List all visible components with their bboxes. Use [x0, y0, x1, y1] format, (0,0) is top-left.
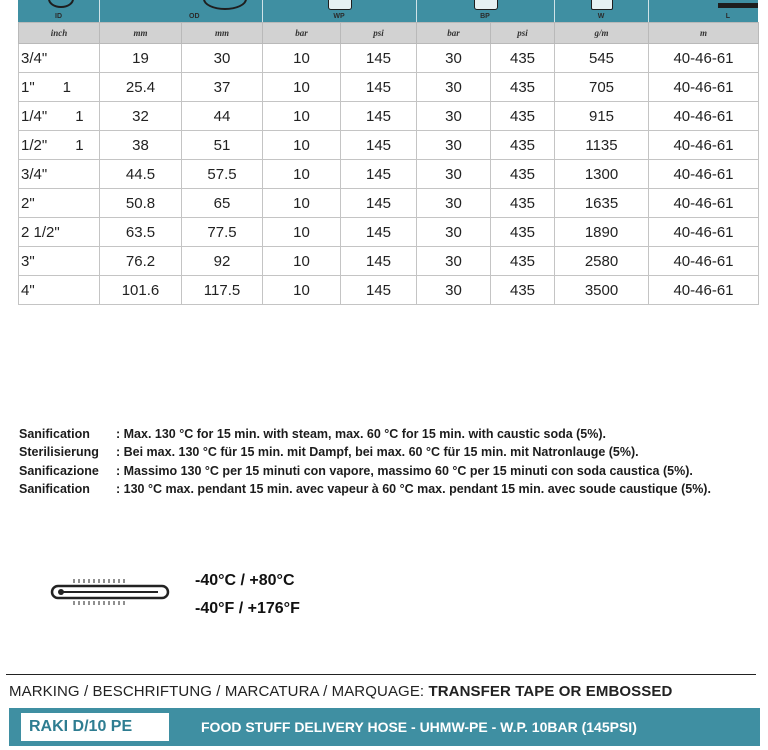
- temperature-fahrenheit: -40°F / +176°F: [195, 600, 300, 617]
- table-cell: 10: [263, 276, 341, 305]
- table-cell: 10: [263, 160, 341, 189]
- table-cell: 435: [491, 189, 555, 218]
- footer-bar: [9, 708, 760, 746]
- table-cell: 30: [417, 247, 491, 276]
- table-cell: 145: [341, 131, 417, 160]
- size-inch-cell: [19, 160, 100, 189]
- table-cell: 40-46-61: [649, 44, 759, 73]
- table-row: [19, 189, 759, 218]
- table-row: [19, 160, 759, 189]
- column-header: psi: [341, 23, 417, 44]
- table-row: [19, 276, 759, 305]
- table-cell: 3500: [555, 276, 649, 305]
- table-cell: 37: [182, 73, 263, 102]
- size-inch-prefix: 1: [62, 78, 72, 96]
- divider: [6, 674, 756, 675]
- size-inch-cell: [19, 131, 100, 160]
- table-cell: 10: [263, 44, 341, 73]
- table-row: [19, 73, 759, 102]
- size-inch-cell: [19, 189, 100, 218]
- table-cell: 145: [341, 102, 417, 131]
- icon-label-w: W: [597, 13, 605, 20]
- table-cell: 10: [263, 102, 341, 131]
- table-cell: 435: [491, 276, 555, 305]
- table-cell: 51: [182, 131, 263, 160]
- table-cell: 705: [555, 73, 649, 102]
- table-cell: 1635: [555, 189, 649, 218]
- table-cell: 1890: [555, 218, 649, 247]
- weight-icon: [591, 0, 613, 10]
- sanification-label: Sterilisierung: [19, 445, 99, 460]
- table-cell: 10: [263, 247, 341, 276]
- table-cell: 435: [491, 44, 555, 73]
- icon-cell-id: [18, 0, 100, 22]
- icon-label-bp: BP: [480, 13, 490, 20]
- table-cell: 101.6: [100, 276, 182, 305]
- column-header: mm: [182, 23, 263, 44]
- table-cell: 10: [263, 218, 341, 247]
- size-inch-cell: [19, 73, 100, 102]
- column-header: inch: [19, 23, 100, 44]
- table-cell: 435: [491, 102, 555, 131]
- size-inch-cell: [19, 218, 100, 247]
- table-cell: 117.5: [182, 276, 263, 305]
- icon-label-od: OD: [189, 13, 200, 20]
- table-cell: 145: [341, 73, 417, 102]
- size-inch: 1/4": [21, 107, 48, 125]
- sanification-text: : 130 °C max. pendant 15 min. avec vapeur à 60 °C max. pendant 15 min. avec soude caustique (5%).: [116, 481, 711, 496]
- product-code-badge: RAKI D/10 PE: [21, 713, 169, 741]
- working-pressure-icon: [328, 0, 352, 10]
- table-cell: 44: [182, 102, 263, 131]
- column-header: mm: [100, 23, 182, 44]
- column-header: psi: [491, 23, 555, 44]
- table-cell: 1300: [555, 160, 649, 189]
- table-cell: 30: [417, 44, 491, 73]
- sanification-text: : Max. 130 °C for 15 min. with steam, max. 60 °C for 15 min. with caustic soda (5%).: [116, 427, 607, 441]
- table-cell: 145: [341, 218, 417, 247]
- table-cell: 545: [555, 44, 649, 73]
- table-cell: 2580: [555, 247, 649, 276]
- size-inch: 4": [21, 281, 35, 299]
- icon-header-band: [18, 0, 758, 22]
- size-inch: 1": [21, 78, 35, 96]
- size-inch: 3": [21, 252, 35, 270]
- table-cell: 40-46-61: [649, 73, 759, 102]
- table-cell: 10: [263, 73, 341, 102]
- specification-table: [18, 22, 759, 305]
- icon-label-wp: WP: [333, 13, 345, 20]
- table-cell: 63.5: [100, 218, 182, 247]
- marking-value: TRANSFER TAPE OR EMBOSSED: [428, 683, 673, 700]
- icon-label-id: ID: [55, 13, 62, 20]
- sanification-label: Sanification: [19, 427, 90, 441]
- table-cell: 40-46-61: [649, 160, 759, 189]
- table-cell: 145: [341, 189, 417, 218]
- size-inch-prefix: 1: [75, 107, 84, 125]
- table-cell: 44.5: [100, 160, 182, 189]
- table-row: [19, 44, 759, 73]
- table-cell: 38: [100, 131, 182, 160]
- size-inch: 3/4": [21, 49, 48, 67]
- size-inch-cell: [19, 276, 100, 305]
- size-inch-cell: [19, 247, 100, 276]
- table-cell: 30: [417, 131, 491, 160]
- table-cell: 30: [182, 44, 263, 73]
- table-cell: 77.5: [182, 218, 263, 247]
- table-cell: 32: [100, 102, 182, 131]
- table-body: [19, 44, 759, 305]
- sanification-row-en: [19, 425, 711, 443]
- sanification-label: Sanification: [19, 481, 90, 496]
- size-inch: 2": [21, 194, 35, 212]
- size-inch-cell: [19, 102, 100, 131]
- sanification-row-fr: [19, 480, 711, 498]
- column-header: g/m: [555, 23, 649, 44]
- sanification-text: : Massimo 130 °C per 15 minuti con vapore, massimo 60 °C per 15 minuti con soda caustica (5%).: [116, 463, 693, 478]
- table-cell: 10: [263, 131, 341, 160]
- sanification-notes: [19, 425, 711, 498]
- table-cell: 435: [491, 73, 555, 102]
- table-cell: 30: [417, 102, 491, 131]
- table-cell: 10: [263, 189, 341, 218]
- sanification-label: Sanificazione: [19, 463, 99, 478]
- marking-line: [9, 683, 672, 700]
- table-cell: 30: [417, 218, 491, 247]
- table-cell: 65: [182, 189, 263, 218]
- table-row: [19, 247, 759, 276]
- product-description: FOOD STUFF DELIVERY HOSE - UHMW-PE - W.P. 10BAR (145PSI): [201, 719, 637, 735]
- temperature-celsius: -40°C / +80°C: [195, 572, 295, 589]
- table-cell: 40-46-61: [649, 218, 759, 247]
- icon-cell-w: [554, 0, 649, 22]
- table-cell: 30: [417, 189, 491, 218]
- column-header: bar: [263, 23, 341, 44]
- table-row: [19, 131, 759, 160]
- table-cell: 145: [341, 160, 417, 189]
- table-cell: 92: [182, 247, 263, 276]
- table-cell: 435: [491, 131, 555, 160]
- inner-diameter-icon: [48, 0, 74, 8]
- thermometer-icon: [50, 577, 172, 607]
- table-cell: 19: [100, 44, 182, 73]
- table-cell: 915: [555, 102, 649, 131]
- table-cell: 40-46-61: [649, 131, 759, 160]
- table-cell: 40-46-61: [649, 247, 759, 276]
- icon-cell-wp: [262, 0, 417, 22]
- table-cell: 145: [341, 247, 417, 276]
- table-row: [19, 218, 759, 247]
- table-cell: 435: [491, 247, 555, 276]
- size-inch: 3/4": [21, 165, 48, 183]
- size-inch: 1/2": [21, 136, 48, 154]
- length-icon: [718, 3, 758, 8]
- icon-cell-bp: [416, 0, 555, 22]
- table-cell: 435: [491, 218, 555, 247]
- column-header: bar: [417, 23, 491, 44]
- table-cell: 57.5: [182, 160, 263, 189]
- column-header: m: [649, 23, 759, 44]
- sanification-row-it: [19, 462, 711, 480]
- table-cell: 1135: [555, 131, 649, 160]
- icon-label-l: L: [725, 13, 730, 20]
- burst-pressure-icon: [474, 0, 498, 10]
- icon-cell-od: [99, 0, 263, 22]
- table-cell: 40-46-61: [649, 276, 759, 305]
- table-row: [19, 102, 759, 131]
- table-header-row: [19, 23, 759, 44]
- size-inch-prefix: 1: [75, 136, 84, 154]
- table-cell: 145: [341, 276, 417, 305]
- table-cell: 30: [417, 160, 491, 189]
- table-cell: 30: [417, 276, 491, 305]
- size-inch: 2 1/2": [21, 223, 60, 241]
- table-cell: 76.2: [100, 247, 182, 276]
- table-cell: 145: [341, 44, 417, 73]
- table-cell: 40-46-61: [649, 189, 759, 218]
- table-cell: 25.4: [100, 73, 182, 102]
- outer-diameter-icon: [203, 0, 247, 10]
- table-cell: 435: [491, 160, 555, 189]
- icon-cell-l: [648, 0, 758, 22]
- table-cell: 30: [417, 73, 491, 102]
- table-cell: 50.8: [100, 189, 182, 218]
- size-inch-cell: [19, 44, 100, 73]
- marking-label: MARKING / BESCHRIFTUNG / MARCATURA / MARQUAGE:: [9, 683, 425, 700]
- table-cell: 40-46-61: [649, 102, 759, 131]
- sanification-row-de: [19, 443, 711, 461]
- sanification-text: : Bei max. 130 °C für 15 min. mit Dampf, bei max. 60 °C für 15 min. mit Natronlauge (5%).: [116, 445, 639, 460]
